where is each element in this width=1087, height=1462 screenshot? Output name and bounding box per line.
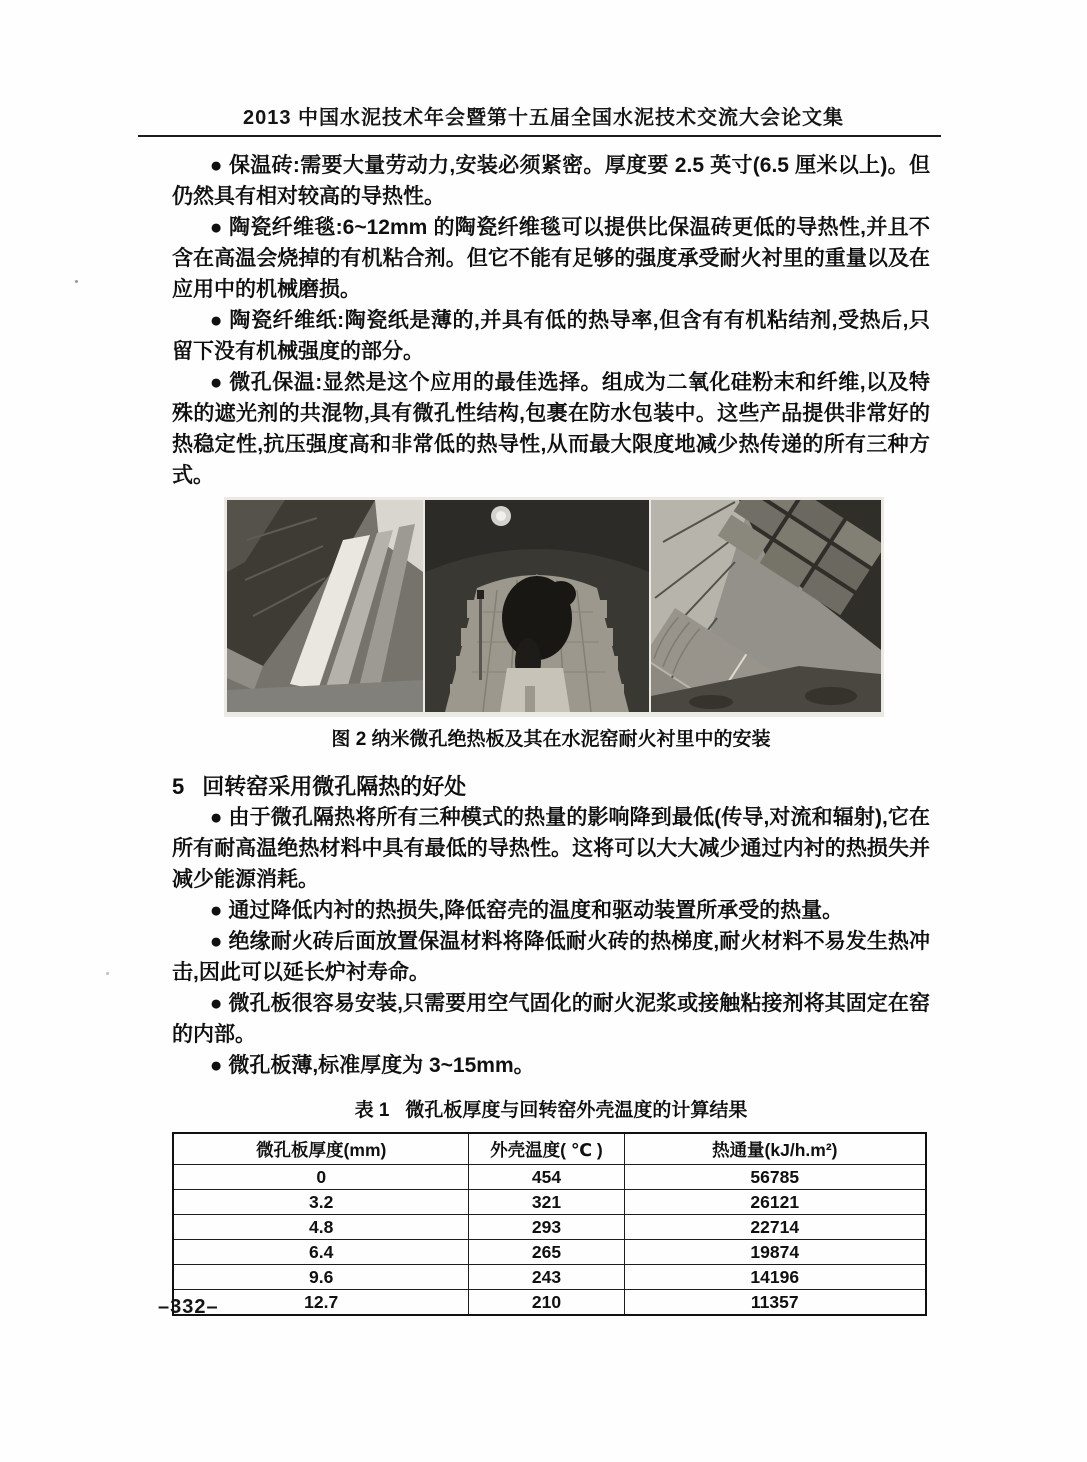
page-content: [172, 150, 930, 1316]
cell-thickness: 9.6: [173, 1265, 469, 1290]
cell-thickness: 12.7: [173, 1290, 469, 1316]
paragraph-benefit-thermal-gradient: ● 绝缘耐火砖后面放置保温材料将降低耐火砖的热梯度,耐火材料不易发生热冲击,因此可以延长炉衬寿命。: [172, 930, 930, 984]
figure-2: [224, 497, 884, 717]
cell-temperature: 243: [469, 1265, 624, 1290]
cell-temperature: 265: [469, 1240, 624, 1265]
figure-2-caption: 图 2 纳米微孔绝热板及其在水泥窑耐火衬里中的安装: [331, 729, 771, 750]
col-header-thickness: 微孔板厚度(mm): [173, 1133, 469, 1165]
header-rule: [138, 135, 941, 137]
cell-heat-flux: 19874: [624, 1240, 926, 1265]
results-table: [172, 1132, 927, 1316]
scan-artifact-dot: [106, 972, 109, 975]
figure-photo-brick-lining: [651, 500, 881, 712]
cell-temperature: 321: [469, 1190, 624, 1215]
scan-artifact-dot: [75, 280, 78, 283]
table-row: [173, 1290, 926, 1316]
col-header-shell-temperature: 外壳温度( ℃ ): [469, 1133, 624, 1165]
paragraph-ceramic-fiber-paper: ● 陶瓷纤维纸:陶瓷纸是薄的,并具有低的热导率,但含有有机粘结剂,受热后,只留下没有机械强度的部分。: [172, 309, 930, 363]
page-number: –332–: [158, 1296, 219, 1318]
paragraph-benefit-conductivity: ● 由于微孔隔热将所有三种模式的热量的影响降到最低(传导,对流和辐射),它在所有耐高温绝热材料中具有最低的导热性。这将可以大大减少通过内衬的热损失并减少能源消耗。: [172, 806, 930, 891]
cell-heat-flux: 11357: [624, 1290, 926, 1316]
table-row: [173, 1190, 926, 1215]
figure-photo-kiln-installation: [425, 500, 649, 712]
table-row: [173, 1165, 926, 1190]
section-number: 5: [172, 774, 185, 799]
table-header-row: [173, 1133, 926, 1165]
paragraph-ceramic-fiber-blanket: ● 陶瓷纤维毯:6~12mm 的陶瓷纤维毯可以提供比保温砖更低的导热性,并且不含在高温会烧掉的有机粘合剂。但它不能有足够的强度承受耐火衬里的重量以及在应用中的机械磨损。: [172, 216, 930, 301]
paragraph-microporous-insulation: ● 微孔保温:显然是这个应用的最佳选择。组成为二氧化硅粉末和纤维,以及特殊的遮光剂的共混物,具有微孔性结构,包裹在防水包装中。这些产品提供非常好的热稳定性,抗压强度高和非常低的热导性,从而最大限度地减少热传递的所有三种方式。: [172, 371, 930, 487]
paragraph-benefit-thinness: ● 微孔板薄,标准厚度为 3~15mm。: [209, 1054, 535, 1077]
paragraph-benefit-easy-install: ● 微孔板很容易安装,只需要用空气固化的耐火泥浆或接触粘接剂将其固定在窑的内部。: [172, 992, 930, 1046]
table-row: [173, 1240, 926, 1265]
section-5-heading: [172, 772, 930, 802]
table-1-title: [172, 1099, 930, 1123]
table-row: [173, 1265, 926, 1290]
cell-thickness: 3.2: [173, 1190, 469, 1215]
cell-temperature: 210: [469, 1290, 624, 1316]
table-1-label: 表 1: [354, 1100, 390, 1121]
section-title: 回转窑采用微孔隔热的好处: [202, 774, 467, 799]
figure-photo-insulation-boards: [227, 500, 423, 712]
paragraph-insulating-brick: ● 保温砖:需要大量劳动力,安装必须紧密。厚度要 2.5 英寸(6.5 厘米以上)。但仍然具有相对较高的导热性。: [172, 154, 930, 208]
paragraph-benefit-shell-temperature: ● 通过降低内衬的热损失,降低窑壳的温度和驱动装置所承受的热量。: [209, 899, 844, 922]
col-header-heat-flux: 热通量(kJ/h.m²): [624, 1133, 926, 1165]
cell-thickness: 0: [173, 1165, 469, 1190]
cell-heat-flux: 14196: [624, 1265, 926, 1290]
cell-thickness: 4.8: [173, 1215, 469, 1240]
cell-thickness: 6.4: [173, 1240, 469, 1265]
cell-heat-flux: 26121: [624, 1190, 926, 1215]
cell-temperature: 454: [469, 1165, 624, 1190]
cell-temperature: 293: [469, 1215, 624, 1240]
cell-heat-flux: 22714: [624, 1215, 926, 1240]
table-row: [173, 1215, 926, 1240]
cell-heat-flux: 56785: [624, 1165, 926, 1190]
running-header: 2013 中国水泥技术年会暨第十五届全国水泥技术交流大会论文集: [242, 107, 845, 129]
table-1-title-text: 微孔板厚度与回转窑外壳温度的计算结果: [405, 1100, 748, 1121]
